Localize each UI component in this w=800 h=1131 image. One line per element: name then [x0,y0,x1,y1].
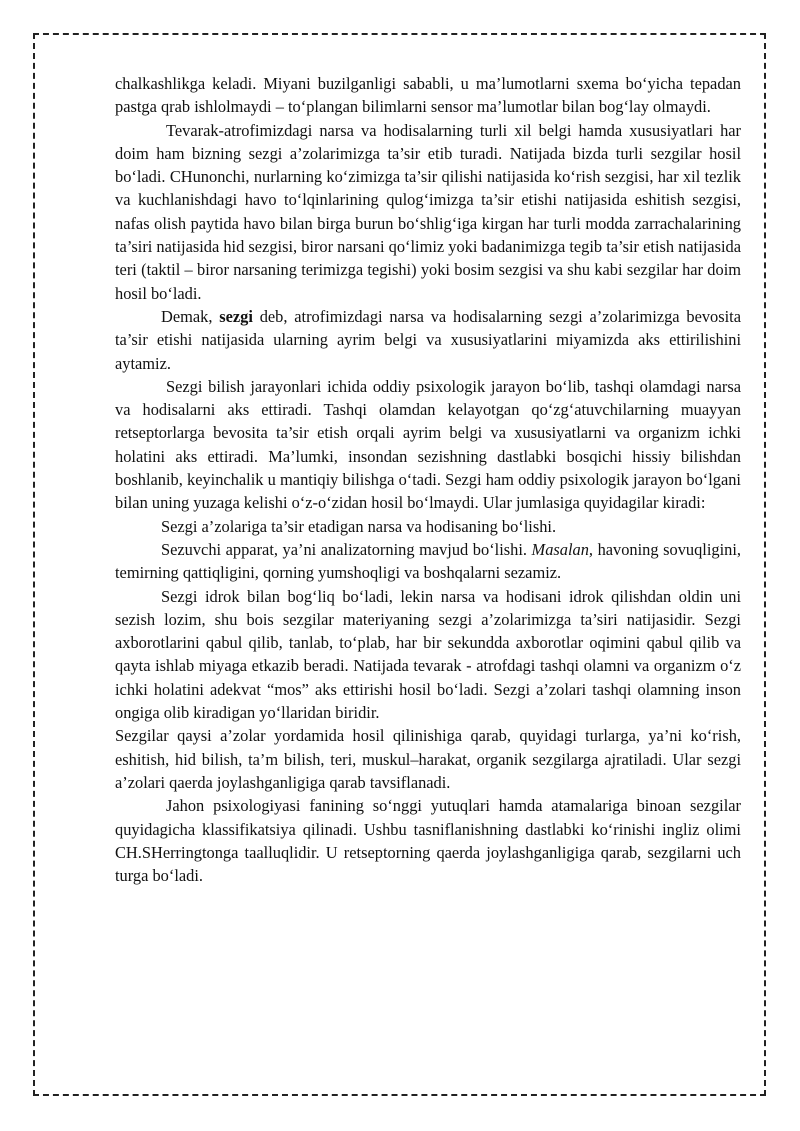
paragraph-9: Jahon psixologiyasi fanining so‘nggi yutuqlari hamda atamalariga binoan sezgilar quyidagicha klassifikatsiya qilinadi. Ushbu tasniflanishning dastlabki ko‘rinishi ingliz olimi CH.SHerringtonga taalluqlidir. U retseptorning qaerda joylashganligiga qarab, sezgilarni uch turga bo‘ladi. [115,796,741,886]
paragraph-3-pre: Demak, [161,306,220,326]
document-body [115,72,741,887]
paragraph-2: Tevarak-atrofimizdagi narsa va hodisalarning turli xil belgi hamda xususiyatlari har doim ham bizning sezgi a’zolarimizga ta’sir etib turadi. Natijada bizda turli sezgilar hosil bo‘ladi. CHunonchi, nurlarning ko‘zimizga ta’sir qilishi natijasida ko‘rish sezgisi, har xil tezlik va kuchlanishdagi havo to‘lqinlarining qulog‘imizga ta’sir etishi natijasida eshitish sezgisi, nafas olish paytida havo bilan birga burun bo‘shlig‘iga kirgan har turli modda zarrachalarining ta’siri natijasida hid sezgisi, biror narsani qo‘limiz yoki badanimizga tegib ta’sir etish natijasida teri (taktil – biror narsaning terimizga tegishi) yoki bosim sezgisi va shu kabi sezgilar har doim hosil bo‘ladi. [115,120,741,303]
term-sezgi: sezgi [219,306,253,326]
paragraph-6 [115,538,741,585]
paragraph-6-italic: Masalan, [531,539,594,559]
paragraph-6-pre: Sezuvchi apparat, ya’ni analizatorning mavjud bo‘lishi. [161,539,532,559]
paragraph-3 [115,305,741,375]
paragraph-7: Sezgi idrok bilan bog‘liq bo‘ladi, lekin narsa va hodisani idrok qilishdan oldin uni sezish lozim, shu bois sezgilar materiyaning sezgi a’zolarimizga ta’siri natijasidir. Sezgi axborotlarini qabul qilib, tanlab, to‘plab, har bir sekundda axborotlar oqimini qabul qilib va qayta ishlab miyaga etkazib beradi. Natijada tevarak - atrofdagi tashqi olamni va organizm o‘z ichki holatini adekvat “mos” aks ettirishi hosil bo‘ladi. Sezgi a’zolari tashqi olamning inson ongiga olib kiradigan yo‘llaridan biridir. [115,586,741,723]
paragraph-4: Sezgi bilish jarayonlari ichida oddiy psixologik jarayon bo‘lib, tashqi olamdagi narsa va hodisalarni aks ettiradi. Tashqi olamdan kelayotgan qo‘zg‘atuvchilarning muayyan retseptorlarga bevosita ta’sir etish orqali ayrim belgi va xususiyatlarni va organizm ichki holatini aks ettiradi. Ma’lumki, insondan sezishning dastlabki bosqichi hissiy bilishdan boshlanib, keyinchalik u mantiqiy bilishga o‘tadi. Sezgi ham oddiy psixologik jarayon bo‘lgani bilan uning yuzaga kelishi o‘z-o‘zidan hosil bo‘lmaydi. Ular jumlasiga quyidagilar kiradi: [115,376,741,513]
paragraph-3-post: deb, atrofimizdagi narsa va hodisalarning sezgi a’zolarimizga bevosita ta’sir etishi natijasida ularning ayrim belgi va xususiyatlarini miyamizda aks ettirilishini aytamiz. [115,306,741,373]
paragraph-1: chalkashlikga keladi. Miyani buzilganligi sababli, u ma’lumotlarni sxema bo‘yicha tepadan pastga qrab ishlolmaydi – to‘plangan bilimlarni sensor ma’lumotlar bilan bog‘lay olmaydi. [115,74,741,117]
paragraph-8: Sezgilar qaysi a’zolar yordamida hosil qilinishiga qarab, quyidagi turlarga, ya’ni ko‘rish, eshitish, hid bilish, ta’m bilish, teri, muskul–harakat, organik sezgilarga ajratiladi. Ular sezgi a’zolari qaerda joylashganligiga qarab tavsiflanadi. [115,726,741,792]
paragraph-6-post: havoning sovuqligini, temirning qattiqligini, qorning yumshoqligi va boshqalarni sezamiz. [115,539,742,583]
paragraph-5: Sezgi a’zolariga ta’sir etadigan narsa va hodisaning bo‘lishi. [161,516,557,536]
